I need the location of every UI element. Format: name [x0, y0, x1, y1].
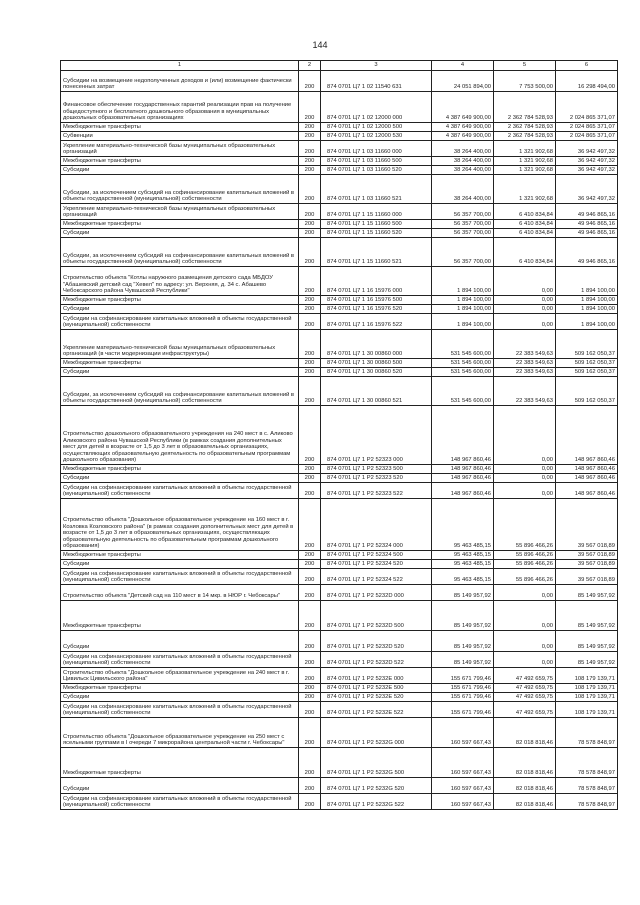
row-approved-amount: 95 463 485,15: [432, 569, 494, 585]
table-row: [61, 157, 618, 166]
row-admin-code: 200: [299, 305, 321, 314]
header-cell: 4: [432, 61, 494, 71]
row-admin-code: 200: [299, 551, 321, 560]
row-remaining-amount: 148 967 860,46: [556, 465, 618, 474]
row-approved-amount: 56 357 700,00: [432, 204, 494, 220]
row-approved-amount: 38 264 400,00: [432, 157, 494, 166]
row-approved-amount: 1 894 100,00: [432, 314, 494, 330]
row-approved-amount: 155 671 799,46: [432, 693, 494, 702]
table-row: [61, 175, 618, 204]
table-body: [61, 71, 618, 810]
row-approved-amount: 95 463 485,15: [432, 499, 494, 551]
row-admin-code: 200: [299, 560, 321, 569]
row-classification-code: 874 0701 Ц7 1 P2 52324 522: [321, 569, 432, 585]
row-remaining-amount: 85 149 957,92: [556, 652, 618, 668]
table-row: [61, 204, 618, 220]
row-description: Субсидии: [61, 474, 299, 483]
table-row: [61, 631, 618, 652]
row-remaining-amount: 85 149 957,92: [556, 585, 618, 601]
row-description: Субсидии: [61, 166, 299, 175]
row-remaining-amount: 39 567 018,89: [556, 560, 618, 569]
row-classification-code: 874 0701 Ц7 1 03 11660 500: [321, 157, 432, 166]
row-classification-code: 874 0701 Ц7 1 03 11660 000: [321, 141, 432, 157]
row-admin-code: 200: [299, 794, 321, 810]
row-remaining-amount: 1 894 100,00: [556, 296, 618, 305]
row-admin-code: 200: [299, 406, 321, 465]
row-approved-amount: 1 894 100,00: [432, 305, 494, 314]
header-cell: 6: [556, 61, 618, 71]
row-classification-code: 874 0701 Ц7 1 30 00860 521: [321, 377, 432, 406]
row-classification-code: 874 0701 Ц7 1 P2 5232D 000: [321, 585, 432, 601]
row-executed-amount: 55 896 466,26: [494, 560, 556, 569]
row-approved-amount: 38 264 400,00: [432, 141, 494, 157]
row-approved-amount: 155 671 799,46: [432, 668, 494, 684]
table-row: [61, 123, 618, 132]
row-executed-amount: 1 321 902,68: [494, 157, 556, 166]
row-admin-code: 200: [299, 368, 321, 377]
row-remaining-amount: 509 162 050,37: [556, 330, 618, 359]
row-classification-code: 874 0701 Ц7 1 02 11540 631: [321, 71, 432, 92]
row-classification-code: 874 0701 Ц7 1 P2 52323 520: [321, 474, 432, 483]
row-executed-amount: 82 018 818,46: [494, 718, 556, 748]
table-row: [61, 141, 618, 157]
row-executed-amount: 82 018 818,46: [494, 778, 556, 794]
row-admin-code: 200: [299, 175, 321, 204]
row-admin-code: 200: [299, 267, 321, 296]
row-admin-code: 200: [299, 229, 321, 238]
row-classification-code: 874 0701 Ц7 1 P2 5232G 000: [321, 718, 432, 748]
table-row: [61, 368, 618, 377]
row-remaining-amount: 108 179 139,71: [556, 702, 618, 718]
row-remaining-amount: 1 894 100,00: [556, 305, 618, 314]
table-row: [61, 702, 618, 718]
row-description: Строительство объекта "Дошкольное образовательное учреждение на 250 мест с ясельными группами в I очереди 7 микрорайона центральной части г. Чебоксары": [61, 718, 299, 748]
row-executed-amount: 22 383 549,63: [494, 359, 556, 368]
row-classification-code: 874 0701 Ц7 1 15 11660 000: [321, 204, 432, 220]
row-description: Субсидии: [61, 368, 299, 377]
row-description: Субсидии: [61, 560, 299, 569]
row-approved-amount: 56 357 700,00: [432, 220, 494, 229]
row-classification-code: 874 0701 Ц7 1 03 11660 520: [321, 166, 432, 175]
row-executed-amount: 0,00: [494, 296, 556, 305]
row-admin-code: 200: [299, 652, 321, 668]
row-classification-code: 874 0701 Ц7 1 02 12000 500: [321, 123, 432, 132]
row-executed-amount: 0,00: [494, 406, 556, 465]
row-description: Субсидии: [61, 778, 299, 794]
row-admin-code: 200: [299, 702, 321, 718]
header-row: [61, 61, 618, 71]
row-remaining-amount: 49 946 865,16: [556, 220, 618, 229]
row-classification-code: 874 0701 Ц7 1 30 00860 520: [321, 368, 432, 377]
table-row: [61, 585, 618, 601]
row-admin-code: 200: [299, 465, 321, 474]
table-row: [61, 684, 618, 693]
table-row: [61, 560, 618, 569]
table-row: [61, 601, 618, 631]
header-cell: 5: [494, 61, 556, 71]
table-row: [61, 229, 618, 238]
row-approved-amount: 1 894 100,00: [432, 296, 494, 305]
row-remaining-amount: 36 942 497,32: [556, 141, 618, 157]
row-description: Межбюджетные трансферты: [61, 123, 299, 132]
row-classification-code: 874 0701 Ц7 1 P2 52324 500: [321, 551, 432, 560]
row-description: Строительство объекта "Детский сад на 110 мест в 14 мкр. в НЮР г. Чебоксары": [61, 585, 299, 601]
row-executed-amount: 47 492 659,75: [494, 693, 556, 702]
row-remaining-amount: 49 946 865,16: [556, 238, 618, 267]
row-admin-code: 200: [299, 330, 321, 359]
row-remaining-amount: 36 942 497,32: [556, 175, 618, 204]
table-row: [61, 238, 618, 267]
row-admin-code: 200: [299, 238, 321, 267]
row-admin-code: 200: [299, 71, 321, 92]
row-admin-code: 200: [299, 157, 321, 166]
table-row: [61, 92, 618, 123]
table-row: [61, 778, 618, 794]
row-classification-code: 874 0701 Ц7 1 15 11660 521: [321, 238, 432, 267]
row-admin-code: 200: [299, 585, 321, 601]
row-executed-amount: 47 492 659,75: [494, 702, 556, 718]
table-row: [61, 693, 618, 702]
row-description: Строительство объекта "Дошкольное образовательное учреждение на 240 мест в г. Цивильск Цивильского района": [61, 668, 299, 684]
row-approved-amount: 155 671 799,46: [432, 702, 494, 718]
row-approved-amount: 155 671 799,46: [432, 684, 494, 693]
table-row: [61, 359, 618, 368]
table-row: [61, 465, 618, 474]
row-admin-code: 200: [299, 123, 321, 132]
row-approved-amount: 38 264 400,00: [432, 166, 494, 175]
row-description: Субсидии, за исключением субсидий на софинансирование капитальных вложений в объекты государственной (муниципальной) собственности: [61, 377, 299, 406]
row-executed-amount: 47 492 659,75: [494, 684, 556, 693]
table-row: [61, 499, 618, 551]
row-description: Субсидии: [61, 305, 299, 314]
row-executed-amount: 0,00: [494, 465, 556, 474]
row-executed-amount: 0,00: [494, 601, 556, 631]
row-approved-amount: 531 545 600,00: [432, 377, 494, 406]
row-classification-code: 874 0701 Ц7 1 P2 5232D 520: [321, 631, 432, 652]
row-admin-code: 200: [299, 92, 321, 123]
row-approved-amount: 160 597 667,43: [432, 778, 494, 794]
row-remaining-amount: 39 567 018,89: [556, 569, 618, 585]
row-description: Субсидии на софинансирование капитальных вложений в объекты государственной (муниципальной) собственности: [61, 483, 299, 499]
table-row: [61, 406, 618, 465]
budget-table: [60, 60, 618, 810]
row-remaining-amount: 36 942 497,32: [556, 166, 618, 175]
row-approved-amount: 531 545 600,00: [432, 330, 494, 359]
table-row: [61, 551, 618, 560]
row-remaining-amount: 78 578 848,97: [556, 778, 618, 794]
row-executed-amount: 2 362 784 528,93: [494, 92, 556, 123]
row-remaining-amount: 1 894 100,00: [556, 267, 618, 296]
row-remaining-amount: 2 024 865 371,07: [556, 132, 618, 141]
row-description: Субсидии, за исключением субсидий на софинансирование капитальных вложений в объекты государственной (муниципальной) собственности: [61, 175, 299, 204]
row-approved-amount: 160 597 667,43: [432, 718, 494, 748]
row-executed-amount: 7 753 500,00: [494, 71, 556, 92]
row-executed-amount: 2 362 784 528,93: [494, 132, 556, 141]
row-remaining-amount: 148 967 860,46: [556, 483, 618, 499]
row-classification-code: 874 0701 Ц7 1 30 00860 000: [321, 330, 432, 359]
row-description: Строительство объекта "Дошкольное образовательное учреждение на 160 мест в г. Козловка Козловского района" (в рамках создания дополнительных мест для детей в возрасте от 1,5 до 3 лет в образовательных организациях, осуществляющих образовательную деятельность по образовательным программам дошкольного образования): [61, 499, 299, 551]
row-approved-amount: 95 463 485,15: [432, 551, 494, 560]
row-approved-amount: 4 387 649 900,00: [432, 92, 494, 123]
row-description: Субсидии: [61, 693, 299, 702]
row-remaining-amount: 39 567 018,89: [556, 551, 618, 560]
row-description: Укрепление материально-технической базы муниципальных образовательных организаций (в части модернизации инфраструктуры): [61, 330, 299, 359]
row-executed-amount: 0,00: [494, 483, 556, 499]
row-executed-amount: 55 896 466,26: [494, 569, 556, 585]
row-remaining-amount: 78 578 848,97: [556, 748, 618, 778]
row-executed-amount: 0,00: [494, 652, 556, 668]
row-approved-amount: 85 149 957,92: [432, 652, 494, 668]
row-approved-amount: 148 967 860,46: [432, 406, 494, 465]
row-executed-amount: 82 018 818,46: [494, 794, 556, 810]
row-approved-amount: 56 357 700,00: [432, 238, 494, 267]
row-admin-code: 200: [299, 569, 321, 585]
row-approved-amount: 4 387 649 900,00: [432, 123, 494, 132]
row-executed-amount: 2 362 784 528,93: [494, 123, 556, 132]
row-remaining-amount: 78 578 848,97: [556, 718, 618, 748]
row-admin-code: 200: [299, 483, 321, 499]
row-executed-amount: 22 383 549,63: [494, 330, 556, 359]
row-admin-code: 200: [299, 314, 321, 330]
row-classification-code: 874 0701 Ц7 1 30 00860 500: [321, 359, 432, 368]
row-description: Субсидии: [61, 229, 299, 238]
row-executed-amount: 22 383 549,63: [494, 368, 556, 377]
row-executed-amount: 0,00: [494, 585, 556, 601]
row-description: Субсидии на возмещение недополученных доходов и (или) возмещение фактически понесенных затрат: [61, 71, 299, 92]
table-row: [61, 474, 618, 483]
row-remaining-amount: 509 162 050,37: [556, 377, 618, 406]
row-description: Строительство объекта "Котлы наружного размещения детского сада МБДОУ "Абашевский детский сад "Хевел" по адресу: ул. Верхняя, д. 34 с. Абашево Чебоксарского района Чувашской Республики": [61, 267, 299, 296]
header-cell: 2: [299, 61, 321, 71]
row-classification-code: 874 0701 Ц7 1 P2 5232G 520: [321, 778, 432, 794]
page-number: 144: [312, 40, 328, 50]
row-remaining-amount: 148 967 860,46: [556, 474, 618, 483]
row-admin-code: 200: [299, 474, 321, 483]
row-description: Строительство дошкольного образовательного учреждения на 240 мест в с. Аликово Аликовского района Чувашской Республики (в рамках создания дополнительных мест для детей в возрасте от 1,5 до 3 лет в образовательных организациях, осуществляющих образовательную деятельность по образовательным программам дошкольного образования): [61, 406, 299, 465]
row-admin-code: 200: [299, 141, 321, 157]
row-admin-code: 200: [299, 631, 321, 652]
row-classification-code: 874 0701 Ц7 1 P2 5232D 522: [321, 652, 432, 668]
row-remaining-amount: 39 567 018,89: [556, 499, 618, 551]
row-executed-amount: 47 492 659,75: [494, 668, 556, 684]
row-classification-code: 874 0701 Ц7 1 P2 52323 000: [321, 406, 432, 465]
row-approved-amount: 24 051 894,00: [432, 71, 494, 92]
row-description: Финансовое обеспечение государственных гарантий реализации прав на получение общедоступного и бесплатного дошкольного образования в муниципальных дошкольных образовательных организациях: [61, 92, 299, 123]
row-approved-amount: 148 967 860,46: [432, 465, 494, 474]
row-remaining-amount: 36 942 497,32: [556, 157, 618, 166]
row-remaining-amount: 78 578 848,97: [556, 794, 618, 810]
row-executed-amount: 55 896 466,26: [494, 499, 556, 551]
row-approved-amount: 56 357 700,00: [432, 229, 494, 238]
row-description: Субсидии, за исключением субсидий на софинансирование капитальных вложений в объекты государственной (муниципальной) собственности: [61, 238, 299, 267]
row-classification-code: 874 0701 Ц7 1 P2 5232E 500: [321, 684, 432, 693]
row-admin-code: 200: [299, 359, 321, 368]
row-executed-amount: 0,00: [494, 314, 556, 330]
row-classification-code: 874 0701 Ц7 1 02 12000 000: [321, 92, 432, 123]
row-approved-amount: 85 149 957,92: [432, 585, 494, 601]
row-classification-code: 874 0701 Ц7 1 15 11660 520: [321, 229, 432, 238]
row-admin-code: 200: [299, 132, 321, 141]
row-classification-code: 874 0701 Ц7 1 16 15976 500: [321, 296, 432, 305]
table-row: [61, 330, 618, 359]
row-executed-amount: 55 896 466,26: [494, 551, 556, 560]
row-description: Субвенции: [61, 132, 299, 141]
row-admin-code: 200: [299, 718, 321, 748]
row-classification-code: 874 0701 Ц7 1 P2 52324 520: [321, 560, 432, 569]
row-classification-code: 874 0701 Ц7 1 03 11660 521: [321, 175, 432, 204]
table-row: [61, 220, 618, 229]
row-description: Межбюджетные трансферты: [61, 359, 299, 368]
row-executed-amount: 22 383 549,63: [494, 377, 556, 406]
row-admin-code: 200: [299, 377, 321, 406]
header-cell: 3: [321, 61, 432, 71]
row-approved-amount: 4 387 649 900,00: [432, 132, 494, 141]
row-remaining-amount: 49 946 865,16: [556, 229, 618, 238]
row-executed-amount: 0,00: [494, 474, 556, 483]
row-classification-code: 874 0701 Ц7 1 P2 5232G 522: [321, 794, 432, 810]
row-description: Межбюджетные трансферты: [61, 684, 299, 693]
row-remaining-amount: 2 024 865 371,07: [556, 123, 618, 132]
table-row: [61, 718, 618, 748]
row-approved-amount: 85 149 957,92: [432, 631, 494, 652]
row-description: Субсидии: [61, 631, 299, 652]
row-admin-code: 200: [299, 668, 321, 684]
row-classification-code: 874 0701 Ц7 1 16 15976 522: [321, 314, 432, 330]
row-executed-amount: 6 410 834,84: [494, 204, 556, 220]
table-header: [61, 61, 618, 71]
row-classification-code: 874 0701 Ц7 1 P2 5232E 520: [321, 693, 432, 702]
row-description: Межбюджетные трансферты: [61, 601, 299, 631]
row-description: Субсидии на софинансирование капитальных вложений в объекты государственной (муниципальной) собственности: [61, 702, 299, 718]
table-row: [61, 166, 618, 175]
table-row: [61, 314, 618, 330]
row-executed-amount: 82 018 818,46: [494, 748, 556, 778]
row-executed-amount: 6 410 834,84: [494, 229, 556, 238]
row-description: Межбюджетные трансферты: [61, 465, 299, 474]
table-row: [61, 483, 618, 499]
row-executed-amount: 0,00: [494, 267, 556, 296]
row-description: Субсидии на софинансирование капитальных вложений в объекты государственной (муниципальной) собственности: [61, 794, 299, 810]
row-remaining-amount: 108 179 139,71: [556, 668, 618, 684]
row-classification-code: 874 0701 Ц7 1 16 15976 000: [321, 267, 432, 296]
row-description: Межбюджетные трансферты: [61, 748, 299, 778]
row-admin-code: 200: [299, 601, 321, 631]
row-classification-code: 874 0701 Ц7 1 P2 52323 522: [321, 483, 432, 499]
row-admin-code: 200: [299, 296, 321, 305]
row-remaining-amount: 85 149 957,92: [556, 601, 618, 631]
row-executed-amount: 0,00: [494, 305, 556, 314]
row-approved-amount: 1 894 100,00: [432, 267, 494, 296]
row-executed-amount: 0,00: [494, 631, 556, 652]
row-remaining-amount: 49 946 865,16: [556, 204, 618, 220]
row-classification-code: 874 0701 Ц7 1 P2 5232D 500: [321, 601, 432, 631]
row-executed-amount: 6 410 834,84: [494, 238, 556, 267]
row-approved-amount: 160 597 667,43: [432, 748, 494, 778]
table-row: [61, 652, 618, 668]
row-admin-code: 200: [299, 220, 321, 229]
row-classification-code: 874 0701 Ц7 1 16 15976 520: [321, 305, 432, 314]
row-description: Укрепление материально-технической базы муниципальных образовательных организаций: [61, 204, 299, 220]
row-classification-code: 874 0701 Ц7 1 P2 52323 500: [321, 465, 432, 474]
table-row: [61, 71, 618, 92]
row-description: Субсидии на софинансирование капитальных вложений в объекты государственной (муниципальной) собственности: [61, 569, 299, 585]
row-approved-amount: 148 967 860,46: [432, 474, 494, 483]
row-approved-amount: 85 149 957,92: [432, 601, 494, 631]
row-admin-code: 200: [299, 204, 321, 220]
row-description: Межбюджетные трансферты: [61, 220, 299, 229]
row-remaining-amount: 108 179 139,71: [556, 684, 618, 693]
row-remaining-amount: 2 024 865 371,07: [556, 92, 618, 123]
row-description: Межбюджетные трансферты: [61, 296, 299, 305]
row-description: Межбюджетные трансферты: [61, 157, 299, 166]
row-classification-code: 874 0701 Ц7 1 P2 52324 000: [321, 499, 432, 551]
row-remaining-amount: 108 179 139,71: [556, 693, 618, 702]
row-admin-code: 200: [299, 778, 321, 794]
row-description: Укрепление материально-технической базы муниципальных образовательных организаций: [61, 141, 299, 157]
row-executed-amount: 1 321 902,68: [494, 166, 556, 175]
row-classification-code: 874 0701 Ц7 1 P2 5232E 000: [321, 668, 432, 684]
row-approved-amount: 531 545 600,00: [432, 368, 494, 377]
table-row: [61, 267, 618, 296]
row-admin-code: 200: [299, 499, 321, 551]
table-row: [61, 569, 618, 585]
row-executed-amount: 1 321 902,68: [494, 141, 556, 157]
row-description: Субсидии на софинансирование капитальных вложений в объекты государственной (муниципальной) собственности: [61, 652, 299, 668]
row-admin-code: 200: [299, 166, 321, 175]
table-row: [61, 668, 618, 684]
row-approved-amount: 531 545 600,00: [432, 359, 494, 368]
row-admin-code: 200: [299, 748, 321, 778]
row-admin-code: 200: [299, 693, 321, 702]
row-remaining-amount: 148 967 860,46: [556, 406, 618, 465]
row-executed-amount: 6 410 834,84: [494, 220, 556, 229]
row-approved-amount: 148 967 860,46: [432, 483, 494, 499]
row-executed-amount: 1 321 902,68: [494, 175, 556, 204]
row-approved-amount: 38 264 400,00: [432, 175, 494, 204]
row-classification-code: 874 0701 Ц7 1 P2 5232G 500: [321, 748, 432, 778]
table-row: [61, 377, 618, 406]
row-classification-code: 874 0701 Ц7 1 15 11660 500: [321, 220, 432, 229]
row-admin-code: 200: [299, 684, 321, 693]
row-remaining-amount: 85 149 957,92: [556, 631, 618, 652]
row-approved-amount: 95 463 485,15: [432, 560, 494, 569]
table-row: [61, 132, 618, 141]
row-description: Межбюджетные трансферты: [61, 551, 299, 560]
row-description: Субсидии на софинансирование капитальных вложений в объекты государственной (муниципальной) собственности: [61, 314, 299, 330]
row-classification-code: 874 0701 Ц7 1 02 12000 530: [321, 132, 432, 141]
row-remaining-amount: 16 298 494,00: [556, 71, 618, 92]
row-remaining-amount: 509 162 050,37: [556, 359, 618, 368]
row-approved-amount: 160 597 667,43: [432, 794, 494, 810]
table-row: [61, 794, 618, 810]
table-row: [61, 748, 618, 778]
row-classification-code: 874 0701 Ц7 1 P2 5232E 522: [321, 702, 432, 718]
row-remaining-amount: 509 162 050,37: [556, 368, 618, 377]
table-row: [61, 305, 618, 314]
header-cell: 1: [61, 61, 299, 71]
row-remaining-amount: 1 894 100,00: [556, 314, 618, 330]
table-row: [61, 296, 618, 305]
